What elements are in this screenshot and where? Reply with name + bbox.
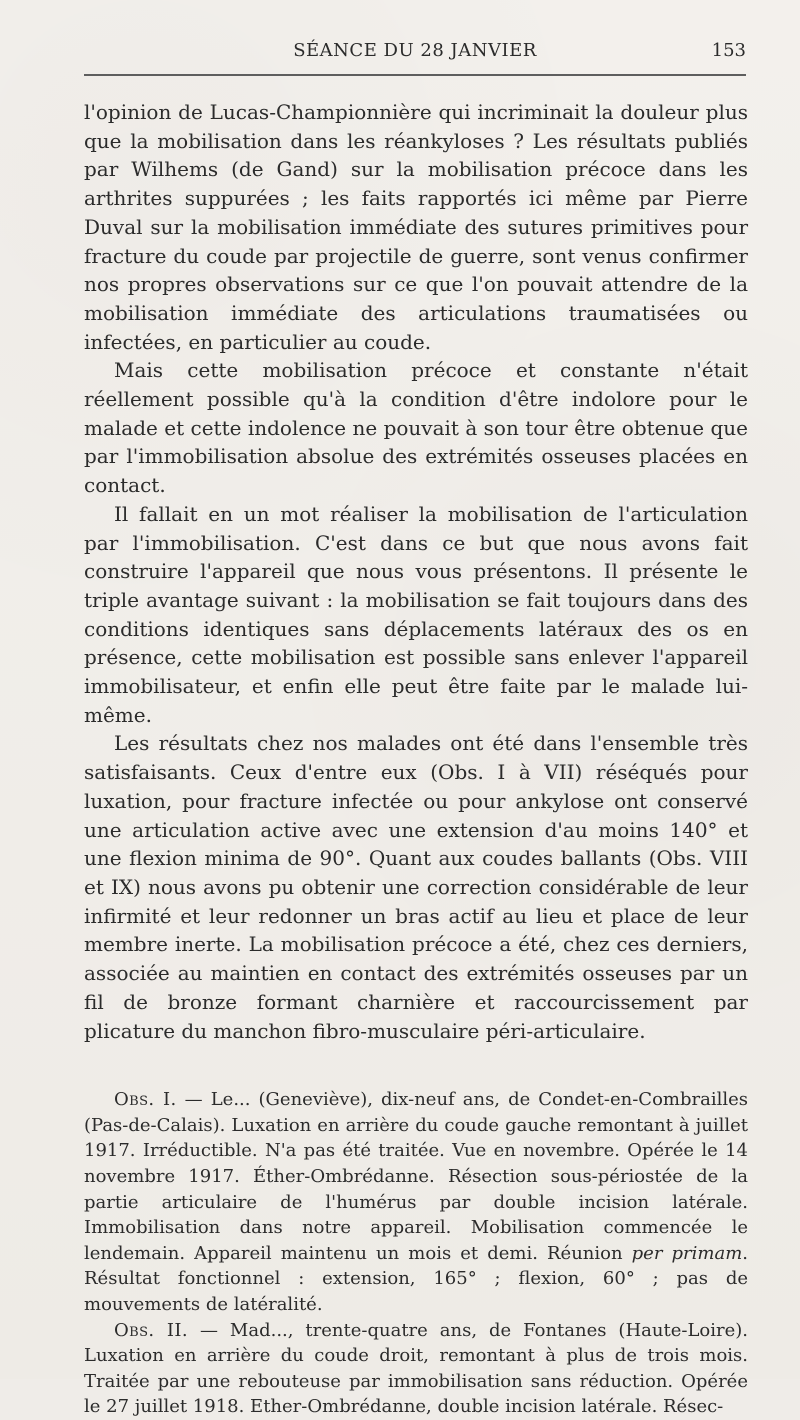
paragraph-3: Il fallait en un mot réaliser la mobilisation de l'articulation par l'immobilisation. C'est dans ce but que nous avons fait construire l'appareil que nous vous présentons. Il présente le triple avantage suivant : la mobilisation se fait toujours dans des conditions identiques sans déplacements latéraux des os en présence, cette mobilisation est possible sans enlever l'appareil immobilisateur, et enfin elle peut être faite par le malade lui-même. <box>84 501 748 727</box>
observations-section <box>84 1087 748 1420</box>
observation-2 <box>84 1318 748 1420</box>
observation-2-text-before: — Mad..., trente-quatre ans, de Fontanes (Haute-Loire). Luxation en arrière du coude droit, remontant à plus de trois mois. Traitée par une rebouteuse par immobilisation sans réduction. Opérée le 27 juillet 1918. Ether-Ombrédanne, double incision latérale. Résec- <box>84 1319 748 1418</box>
main-text <box>84 98 748 1045</box>
running-header <box>84 40 746 76</box>
observation-1-text-before: — Le... (Geneviève), dix-neuf ans, de Condet-en-Combrailles (Pas-de-Calais). Luxation en arrière du coude gauche remontant à juillet 1917. Irréductible. N'a pas été traitée. Vue en novembre. Opérée le 14 novembre 1917. Éther-Ombrédanne. Résection sous-périostée de la partie articulaire de l'humérus par double incision latérale. Immobilisation dans notre appareil. Mobilisation commencée le lendemain. Appareil maintenu un mois et demi. Réunion <box>84 1089 749 1264</box>
observation-1 <box>84 1087 748 1317</box>
observation-1-label: Obs. I. <box>114 1089 177 1111</box>
paragraph-1: l'opinion de Lucas-Championnière qui incriminait la douleur plus que la mobilisation dans les réankyloses ? Les résultats publiés par Wilhems (de Gand) sur la mobilisation précoce dans les arthrites suppurées ; les faits rapportés ici même par Pierre Duval sur la mobilisation immédiate des sutures primitives pour fracture du coude par projectile de guerre, sont venus confirmer nos propres observations sur ce que l'on pouvait attendre de la mobilisation immédiate des articulations traumatisées ou infectées, en particulier au coude. <box>84 100 748 354</box>
paragraph-4: Les résultats chez nos malades ont été dans l'ensemble très satisfaisants. Ceux d'entre eux (Obs. I à VII) réséqués pour luxation, pour fracture infectée ou pour ankylose ont conservé une articulation active avec une extension d'au moins 140° et une flexion minima de 90°. Quant aux coudes ballants (Obs. VIII et IX) nous avons pu obtenir une correction considérable de leur infirmité et leur redonner un bras actif au lieu et place de leur membre inerte. La mobilisation précoce a été, chez ces derniers, associée au maintien en contact des extrémités osseuses par un fil de bronze formant charnière et raccourcissement par plicature du manchon fibro-musculaire péri-articulaire. <box>84 731 748 1043</box>
observation-2-label: Obs. II. <box>114 1319 189 1341</box>
observation-1-text-after: . Résultat fonctionnel : extension, 165° ; flexion, 60° ; pas de mouvements de latéralité. <box>84 1242 748 1315</box>
paragraph-2: Mais cette mobilisation précoce et constante n'était réellement possible qu'à la condition d'être indolore pour le malade et cette indolence ne pouvait à son tour être obtenue que par l'immobilisation absolue des extrémités osseuses placées en contact. <box>84 358 748 498</box>
page-number: 153 <box>711 40 746 61</box>
header-title: SÉANCE DU 28 JANVIER <box>293 40 537 61</box>
observation-1-italic: per primam <box>631 1242 743 1264</box>
